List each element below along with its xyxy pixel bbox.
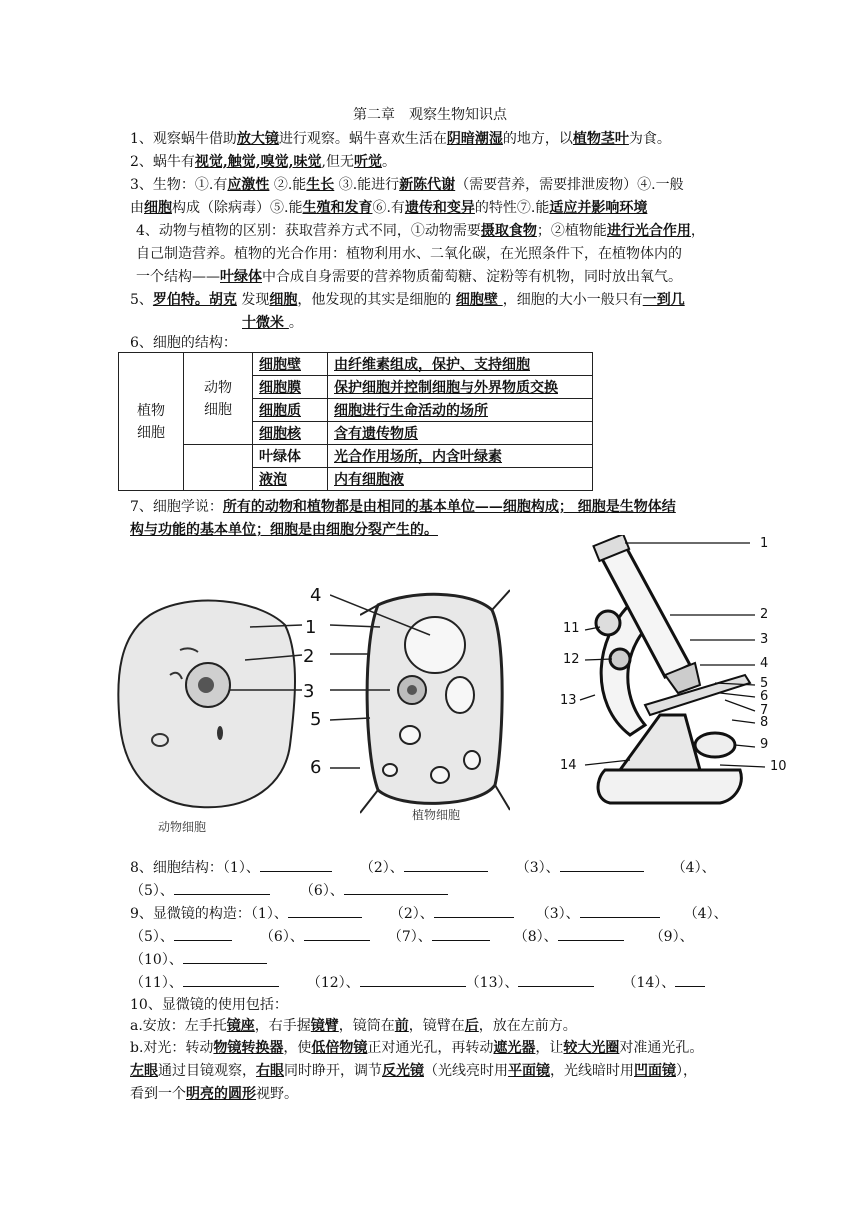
cell-label-4: 4: [310, 585, 322, 606]
item-10b-3: [130, 1083, 298, 1105]
answer-blank[interactable]: [174, 880, 270, 895]
text: （3）、: [515, 860, 560, 876]
text: 。: [382, 154, 396, 170]
answer-blank[interactable]: [675, 972, 705, 987]
item-7a: [130, 496, 676, 518]
text: a.安放：左手托: [130, 1018, 227, 1034]
text: 观察蜗牛借助: [152, 131, 237, 147]
answer-blank[interactable]: [560, 857, 644, 872]
item-7b: [130, 519, 438, 541]
group-plant-cell: 植物 细胞: [119, 353, 184, 491]
text: 看到一个: [130, 1086, 186, 1102]
text: （9）、: [649, 929, 694, 945]
animal-cell-caption: 动物细胞: [158, 820, 207, 834]
keyword: 罗伯特。胡克: [152, 292, 237, 308]
text: 视野。: [256, 1086, 298, 1102]
text: （7）、: [387, 929, 432, 945]
scope-label-12: 12: [563, 652, 580, 667]
scope-label-6: 6: [760, 689, 769, 704]
keyword: 低倍物镜: [311, 1040, 368, 1056]
text: ②.能: [269, 177, 307, 193]
text: （8）、: [513, 929, 558, 945]
text: ③.能进行: [334, 177, 400, 193]
text: ，放在左前方。: [478, 1018, 577, 1034]
keyword: 应激性: [227, 177, 270, 193]
table-cell-function: 含有遗传物质: [328, 422, 593, 445]
text: 显微镜的构造：（1）、: [152, 906, 288, 922]
text: 自己制造营养。植物的光合作用：植物利用水、二氧化碳，在光照条件下，在植物体内的: [136, 246, 682, 262]
text: 动物与植物的区别：获取营养方式不同，①动物需要: [158, 223, 481, 239]
text: （12）、: [306, 975, 360, 991]
scope-label-14: 14: [560, 758, 577, 773]
table-row: [119, 353, 593, 376]
item-number: 2、: [130, 154, 153, 170]
item-number: 7、: [130, 499, 153, 515]
text: 构成（除病毒）⑤.能: [172, 200, 303, 216]
cell-label-3: 3: [303, 681, 315, 702]
item-5a: [130, 289, 685, 311]
item-10b-2: [130, 1060, 697, 1082]
keyword: 前: [394, 1018, 409, 1034]
keyword: 较大光圈: [563, 1040, 620, 1056]
text: （光线亮时用: [424, 1063, 508, 1079]
keyword: 平面镜: [508, 1063, 550, 1079]
keyword: 细胞壁: [455, 292, 503, 308]
cell-label-5: 5: [310, 709, 322, 730]
table-cell-part: 细胞壁: [253, 353, 328, 376]
scope-label-3: 3: [760, 632, 769, 647]
keyword: 凹面镜: [634, 1063, 676, 1079]
item-4c: [136, 266, 682, 288]
text: ，右手握: [254, 1018, 311, 1034]
item-number: 9、: [130, 906, 153, 922]
answer-blank[interactable]: [558, 926, 624, 941]
keyword: 镜臂: [310, 1018, 339, 1034]
text: ，镜筒在: [338, 1018, 395, 1034]
item-number: 8、: [130, 860, 153, 876]
scope-label-8: 8: [760, 715, 769, 730]
keyword: 遗传和变异: [404, 200, 475, 216]
text: （6）、: [259, 929, 304, 945]
text: （5）、: [130, 929, 174, 945]
keyword: 反光镜: [382, 1063, 424, 1079]
scope-label-9: 9: [760, 737, 769, 752]
text: （11）、: [130, 975, 183, 991]
text: ，: [690, 223, 705, 239]
keyword: 镜座: [226, 1018, 255, 1034]
scope-label-7: 7: [760, 703, 769, 718]
scope-label-13: 13: [560, 693, 577, 708]
item-10: [130, 994, 288, 1016]
text: （6）、: [299, 883, 344, 899]
page-title: 第二章 观察生物知识点: [353, 107, 507, 123]
item-6: [130, 332, 237, 354]
table-cell-part: 液泡: [253, 468, 328, 491]
keyword: 右眼: [256, 1063, 284, 1079]
text: 通过目镜观察，: [158, 1063, 256, 1079]
text: 进行观察。蜗牛喜欢生活在: [278, 131, 447, 147]
table-cell-part: 细胞膜: [253, 376, 328, 399]
item-4b: [136, 243, 682, 265]
text: 显微镜的使用包括：: [161, 997, 288, 1013]
table-cell-part: 叶绿体: [253, 445, 328, 468]
keyword: 遮光器: [493, 1040, 536, 1056]
item-4a: [136, 220, 705, 242]
text: ；②植物能: [536, 223, 607, 239]
text: （4）、: [671, 860, 716, 876]
text: 为食。: [628, 131, 671, 147]
table-cell-part: 细胞质: [253, 399, 328, 422]
keyword: 构与功能的基本单位；细胞是由细胞分裂产生的。: [130, 522, 438, 538]
scope-label-11: 11: [563, 621, 580, 636]
keyword: 摄取食物: [480, 223, 537, 239]
group-animal-cell: 动物 细胞: [184, 353, 253, 445]
text: 发现: [236, 292, 270, 308]
text: 。: [288, 315, 303, 331]
item-8a: [130, 857, 716, 879]
table-row: [119, 445, 593, 468]
answer-blank[interactable]: [432, 926, 490, 941]
text: 蜗牛有: [152, 154, 195, 170]
answer-blank[interactable]: [404, 857, 488, 872]
text: （5）、: [130, 883, 174, 899]
cell-label-2: 2: [303, 646, 315, 667]
cell-label-1: 1: [305, 617, 317, 638]
table-cell-function: 保护细胞并控制细胞与外界物质交换: [328, 376, 593, 399]
text: 由: [130, 200, 144, 216]
keyword: 植物茎叶: [572, 131, 629, 147]
keyword: 听觉: [354, 154, 382, 170]
text: 细胞结构：（1）、: [152, 860, 260, 876]
keyword: 物镜转换器: [213, 1040, 284, 1056]
answer-blank[interactable]: [288, 903, 362, 918]
item-3b: [130, 197, 647, 219]
text: 对准通光孔。: [619, 1040, 704, 1056]
text: ，细胞的大小一般只有: [502, 292, 643, 308]
answer-blank[interactable]: [183, 972, 279, 987]
plant-label-lines: [330, 590, 470, 780]
keyword: 叶绿体: [220, 269, 262, 285]
keyword: 后: [464, 1018, 479, 1034]
item-3a: [130, 174, 684, 196]
item-9b: [130, 926, 694, 948]
answer-blank[interactable]: [434, 903, 514, 918]
text: （13）、: [465, 975, 519, 991]
text: 的地方，以: [502, 131, 573, 147]
answer-blank[interactable]: [174, 926, 232, 941]
item-5b: [242, 312, 303, 334]
table-cell-function: 细胞进行生命活动的场所: [328, 399, 593, 422]
text: 生物：①.有: [152, 177, 228, 193]
answer-blank[interactable]: [183, 949, 267, 964]
text: （4）、: [683, 906, 728, 922]
keyword: 十微米: [242, 315, 289, 331]
text: ，他发现的其实是细胞的: [297, 292, 456, 308]
item-number: 3、: [130, 177, 153, 193]
text: 的特性⑦.能: [474, 200, 550, 216]
text: ,但无: [321, 154, 354, 170]
keyword: 阴暗潮湿: [446, 131, 503, 147]
cell-structure-table: [118, 352, 593, 491]
scope-label-10: 10: [770, 759, 787, 774]
table-cell-function: 由纤维素组成，保护、支持细胞: [328, 353, 593, 376]
answer-blank[interactable]: [360, 972, 466, 987]
item-10a: [130, 1015, 577, 1037]
keyword: 一到几: [642, 292, 685, 308]
answer-blank[interactable]: [580, 903, 660, 918]
text: ，使: [283, 1040, 312, 1056]
text: 细胞学说：: [152, 499, 223, 515]
keyword: 放大镜: [236, 131, 279, 147]
text: （10）、: [130, 952, 183, 968]
item-9c: [130, 949, 267, 971]
text: ，光线暗时用: [550, 1063, 634, 1079]
scope-label-5: 5: [760, 676, 769, 691]
plant-cell-caption: 植物细胞: [412, 808, 461, 822]
text: ⑥.有: [372, 200, 405, 216]
text: ，镜臂在: [408, 1018, 465, 1034]
text: ），: [676, 1063, 697, 1079]
keyword: 生殖和发育: [302, 200, 373, 216]
text: （需要营养，需要排泄废物）④.一般: [455, 177, 684, 193]
empty-cell: [184, 445, 253, 491]
item-number: 4、: [136, 223, 159, 239]
item-1: [130, 128, 671, 150]
table-cell-function: 内有细胞液: [328, 468, 593, 491]
text: ，让: [535, 1040, 564, 1056]
cell-label-6: 6: [310, 757, 322, 778]
item-number: 1、: [130, 131, 153, 147]
text: 同时睁开，调节: [284, 1063, 382, 1079]
text: 细胞的结构：: [152, 335, 237, 351]
microscope-diagram: [550, 535, 780, 820]
answer-blank[interactable]: [304, 926, 370, 941]
text: （3）、: [535, 906, 580, 922]
scope-label-4: 4: [760, 656, 769, 671]
item-number: 5、: [130, 292, 153, 308]
item-number: 10、: [130, 997, 162, 1013]
answer-blank[interactable]: [518, 972, 594, 987]
text: 一个结构——: [136, 269, 220, 285]
item-number: 6、: [130, 335, 153, 351]
table-cell-function: 光合作用场所，内含叶绿素: [328, 445, 593, 468]
item-8b: [130, 880, 448, 902]
keyword: 细胞: [144, 200, 172, 216]
scope-label-1: 1: [760, 536, 769, 551]
answer-blank[interactable]: [344, 880, 448, 895]
text: b.对光：转动: [130, 1040, 214, 1056]
text: 中合成自身需要的营养物质葡萄糖、淀粉等有机物，同时放出氧气。: [262, 269, 682, 285]
keyword: 明亮的圆形: [186, 1086, 256, 1102]
table-cell-part: 细胞核: [253, 422, 328, 445]
keyword: 适应并影响环境: [549, 200, 648, 216]
keyword: 视觉,触觉,嗅觉,味觉: [194, 154, 322, 170]
text: （2）、: [389, 906, 434, 922]
text: （14）、: [622, 975, 676, 991]
text: （2）、: [359, 860, 404, 876]
keyword: 所有的动物和植物都是由相同的基本单位——细胞构成； 细胞是生物体结: [222, 499, 676, 515]
item-10b-1: [130, 1037, 703, 1059]
keyword: 生长: [306, 177, 335, 193]
item-2: [130, 151, 396, 173]
scope-label-2: 2: [760, 607, 769, 622]
item-9a: [130, 903, 728, 925]
keyword: 进行光合作用: [606, 223, 691, 239]
keyword: 左眼: [130, 1063, 158, 1079]
keyword: 细胞: [269, 292, 298, 308]
answer-blank[interactable]: [260, 857, 332, 872]
keyword: 新陈代谢: [399, 177, 456, 193]
text: 正对通光孔，再转动: [367, 1040, 494, 1056]
cell-label-lines: [230, 585, 330, 785]
item-9d: [130, 972, 705, 994]
